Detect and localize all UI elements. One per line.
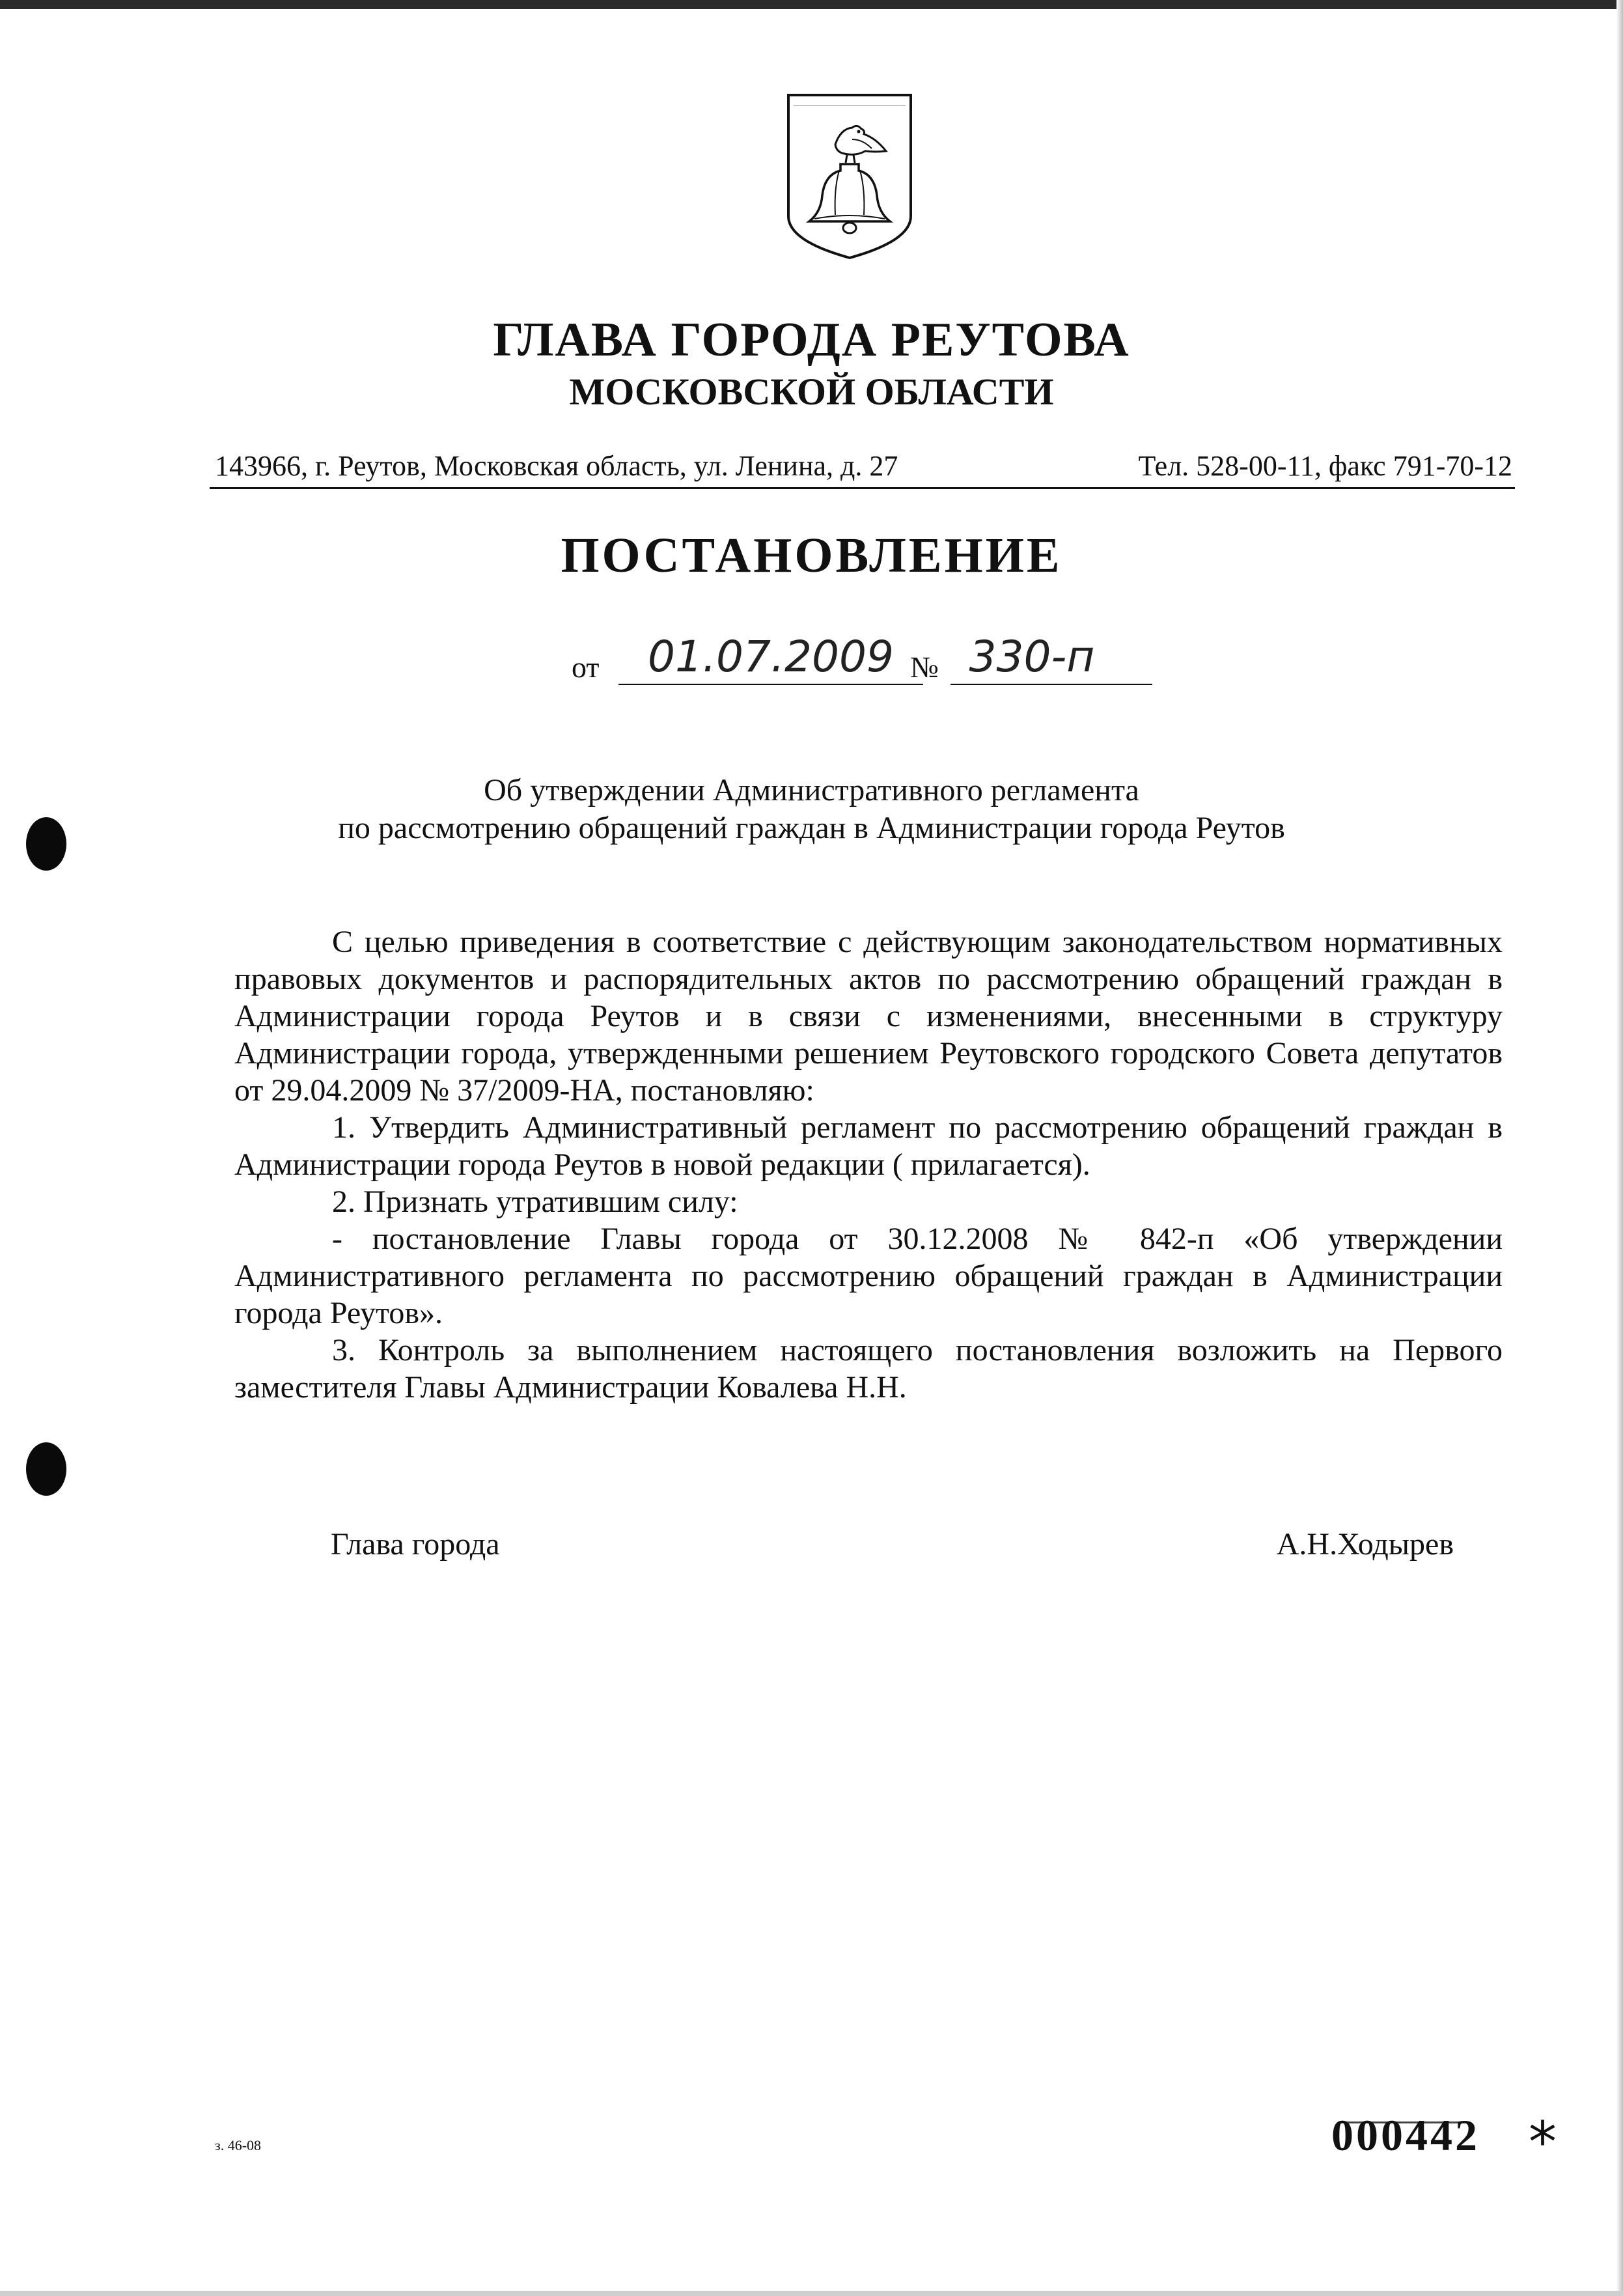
asterisk-mark: * bbox=[1529, 2110, 1557, 2175]
form-code: з. 46-08 bbox=[215, 2137, 262, 2153]
document-number: 330-п bbox=[969, 632, 1095, 682]
issuer-title: ГЛАВА ГОРОДА РЕУТОВА bbox=[493, 313, 1130, 367]
document-date: 01.07.2009 bbox=[648, 632, 894, 682]
punch-hole bbox=[26, 817, 66, 871]
body-item-2-sub: - постановление Главы города от 30.12.2008 № 842-п «Об утверждении Административного регламента по рассмотрению обращений граждан в Администрации города Реутов». bbox=[234, 1222, 1503, 1330]
signatory-title: Глава города bbox=[331, 1527, 500, 1561]
number-prefix: № bbox=[910, 651, 939, 684]
document-date-number-row bbox=[572, 632, 1158, 684]
issuer-address: 143966, г. Реутов, Московская область, ул. Ленина, д. 27 bbox=[215, 450, 898, 482]
issuer-phone: Тел. 528-00-11, факс 791-70-12 bbox=[1138, 450, 1512, 482]
body-item-1: 1. Утвердить Административный регламент по рассмотрению обращений граждан в Администрации города Реутов в новой редакции ( прилагается). bbox=[234, 1110, 1503, 1182]
document-type: ПОСТАНОВЛЕНИЕ bbox=[561, 528, 1062, 583]
punch-hole bbox=[26, 1442, 66, 1496]
issuer-region: МОСКОВСКОЙ ОБЛАСТИ bbox=[569, 371, 1054, 413]
header-divider bbox=[210, 487, 1515, 489]
document-subject bbox=[0, 772, 1623, 847]
body-item-3: 3. Контроль за выполнением настоящего постановления возложить на Первого заместителя Главы Администрации Ковалева Н.Н. bbox=[234, 1333, 1503, 1405]
scan-top-border bbox=[0, 0, 1623, 9]
date-prefix: от bbox=[572, 651, 600, 684]
signatory-name: А.Н.Ходырев bbox=[1276, 1527, 1454, 1561]
subject-line-1: Об утверждении Административного регламента bbox=[484, 773, 1139, 807]
subject-line-2: по рассмотрению обращений граждан в Администрации города Реутов bbox=[338, 811, 1285, 845]
number-underline bbox=[950, 684, 1152, 685]
document-body bbox=[234, 923, 1503, 1406]
body-item-2: 2. Признать утратившим силу: bbox=[332, 1184, 738, 1219]
date-underline bbox=[618, 684, 923, 685]
scan-bottom-edge bbox=[0, 2291, 1623, 2296]
body-preamble: С целью приведения в соответствие с действующим законодательством нормативных правовых документов и распорядительных актов по рассмотрению обращений граждан в Администрации города Реутов и в связи с изменениями, внесенными в структуру Администрации города, утвержденными решением Реутовского городского Совета депутатов от 29.04.2009 № 37/2009-НА, постановляю: bbox=[234, 925, 1503, 1108]
serial-number: 000442 bbox=[1331, 2110, 1480, 2160]
coat-of-arms-icon bbox=[784, 91, 915, 262]
